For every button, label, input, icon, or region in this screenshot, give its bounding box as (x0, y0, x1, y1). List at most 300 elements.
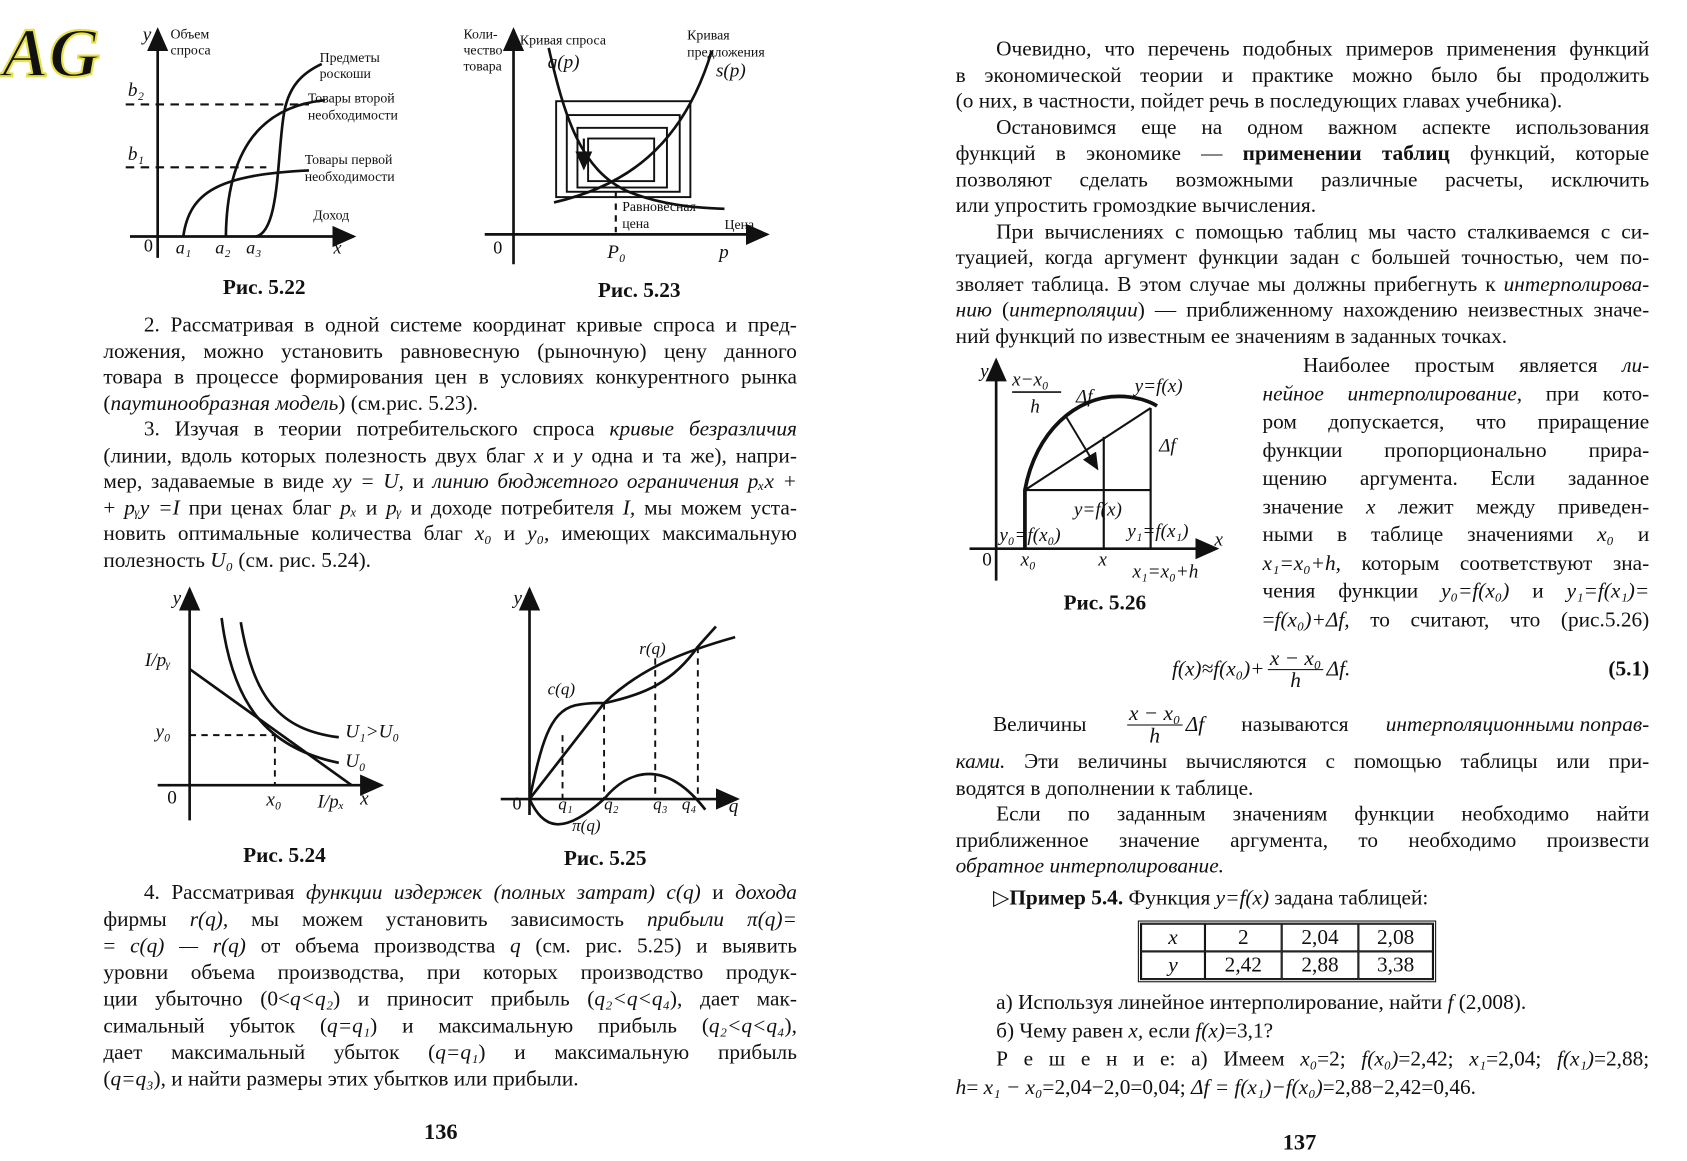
y1-label: y₁=f(x₁) (1127, 520, 1189, 542)
italic-text: x, (1128, 1019, 1144, 1043)
text-line (956, 775, 1650, 801)
table-row (1141, 924, 1433, 952)
italic-text: pₓ (340, 495, 357, 520)
budget-line (190, 669, 352, 785)
text-line (956, 141, 1650, 167)
equation-number: (5.1) (1608, 656, 1650, 681)
y-axis-title-1: Коли- (463, 26, 498, 42)
text: чения функции (1262, 579, 1442, 604)
text: и (491, 522, 528, 546)
y-label: y (172, 588, 182, 610)
text: ), дает мак- (669, 987, 797, 1012)
text: = (103, 934, 131, 958)
text: или упростить громоздкие вычисления. (955, 193, 1317, 218)
text-line (956, 1045, 1650, 1073)
x1-label: x₁=x₀+h (1132, 561, 1199, 583)
text: от объема производства (245, 934, 511, 958)
text-line (1262, 606, 1649, 634)
text: ( (991, 298, 1010, 322)
chord-line (1025, 408, 1151, 490)
italic-text: паутинообразная модель (110, 391, 339, 415)
table-cell: 2,04 (1282, 924, 1359, 952)
text-line (956, 167, 1650, 193)
italic-text: y₀=f(x₀) (1441, 579, 1510, 604)
demand-fn-label: q(p) (547, 52, 580, 74)
i-over-py-label: I/pᵧ (144, 649, 171, 671)
text-line (956, 297, 1650, 323)
x0-label: x₀ (266, 789, 282, 811)
text: фирмы (103, 907, 190, 932)
text: функций, которые (1449, 141, 1650, 166)
figure-5-25 (501, 589, 738, 824)
text-line (956, 853, 1650, 879)
text: Р е ш е н и е: а) Имеем (996, 1047, 1301, 1071)
y-label: y (980, 361, 989, 383)
italic-text: ли- (1622, 353, 1650, 378)
a2-label: a₂ (215, 237, 231, 258)
text: ( (103, 391, 111, 415)
text-line (103, 1066, 797, 1093)
text-line (103, 907, 797, 934)
text: =2,04; (1486, 1047, 1557, 1071)
equilibrium-label-1: Равновесная (622, 198, 696, 214)
text-line (956, 193, 1650, 219)
italic-text: y (572, 443, 583, 468)
formula-lhs: f(x)≈f(x₀)+ (1171, 656, 1265, 681)
text: ) — приближенному нахождению неизвестных значе- (1137, 298, 1650, 322)
text-line (956, 62, 1650, 88)
italic-text: q₂<q<q₄ (594, 987, 670, 1012)
first-necessity-curve (183, 170, 309, 236)
text: (см. рис. 5.25) и выявить (520, 934, 797, 958)
text: и доходе потребителя (401, 495, 623, 520)
table-cell: 3,38 (1358, 951, 1433, 979)
text: ) и максимальную прибыль (478, 1040, 797, 1065)
y-axis-title-2: спроса (170, 42, 211, 58)
figure-5-24 (158, 589, 382, 820)
text-line (1262, 521, 1649, 549)
y0-label: y₀ (155, 721, 171, 743)
text-line (956, 271, 1650, 297)
italic-text: дохода (735, 881, 797, 905)
text-line (1262, 493, 1649, 521)
italic-text: f(x₁) (1556, 1047, 1594, 1071)
text: Очевидно, что перечень подобных примеров применения функций (996, 37, 1650, 61)
text: и (403, 469, 433, 494)
text-line (103, 390, 797, 416)
italic-text: U₀ (210, 548, 234, 572)
text: Эти величины вычисляются с помощью таблицы или при- (1005, 750, 1650, 774)
text: и (1613, 523, 1650, 547)
fraction-denominator: h (1030, 396, 1040, 418)
text-line (103, 987, 797, 1014)
text: (о них, в частности, пойдет речь в последующих главах учебника). (955, 89, 1563, 113)
italic-text: линию бюджетного ограничения pₓx + (432, 469, 797, 494)
p-label: p (719, 241, 729, 263)
text-line (103, 521, 797, 547)
inverse-interpolation-paragraph (956, 749, 1650, 880)
first-necessity-label-1: Товары первой (304, 152, 393, 168)
text-line (1262, 436, 1649, 464)
text: =2; (1317, 1047, 1362, 1071)
figure-caption: Рис. 5.24 (243, 842, 326, 867)
text: (линии, вдоль которых полезность двух благ (103, 443, 535, 468)
second-necessity-label-1: Товары второй (307, 90, 395, 106)
text-line (103, 417, 797, 443)
text: одна и та же), напри- (582, 443, 797, 468)
example-title: Пример 5.4. (1009, 886, 1124, 910)
italic-text: x (534, 443, 544, 468)
text: ными в таблице значениями (1262, 523, 1598, 547)
corrections-term: интерполяционными поправ- (1385, 712, 1650, 736)
text-line (956, 36, 1650, 62)
paragraphs-2-3 (103, 312, 797, 573)
y-axis-title-2: чество (463, 42, 503, 58)
text: (2,008). (1453, 990, 1527, 1015)
table-cell: 2,08 (1358, 924, 1433, 952)
italic-text: нию (955, 298, 992, 322)
text: а) Используя линейное интерполирование, найти (996, 990, 1448, 1015)
u0-label: U₀ (345, 751, 366, 773)
text-line (956, 1017, 1650, 1045)
text: =2,88−2,42=0,46. (1322, 1075, 1476, 1099)
q-label: q (728, 795, 739, 817)
first-necessity-label-2: необходимости (304, 169, 395, 185)
table-row (1141, 951, 1433, 979)
origin-label: 0 (982, 549, 992, 571)
paragraph-4 (103, 880, 797, 1093)
x-label: x (1098, 549, 1107, 571)
italic-text: h (955, 1075, 967, 1099)
q2-label: q₂ (604, 794, 619, 814)
b2-label: b₂ (127, 79, 145, 101)
figure-5-25-labels (512, 588, 739, 870)
p0-label: P₀ (607, 241, 626, 263)
figure-caption: Рис. 5.26 (1063, 590, 1147, 615)
text: 3. Изучая в теории потребительского спроса (143, 417, 610, 442)
text-line (1262, 380, 1649, 408)
text-line (1262, 577, 1649, 605)
text-line (956, 88, 1650, 114)
italic-text: функции издержек (полных затрат) c(q) (305, 881, 701, 905)
text-line (103, 960, 797, 987)
italic-text: r(q), (189, 907, 229, 932)
curve-label: y=f(x) (1134, 376, 1183, 398)
formula-fraction (1268, 647, 1324, 691)
text-line (103, 469, 797, 495)
text: мы можем установить зависимость (228, 907, 647, 932)
italic-text: Δf = f(x₁)−f(x₀) (1190, 1075, 1323, 1099)
italic-text: f (1447, 990, 1454, 1015)
italic-text: q₂<q<q₄ (708, 1014, 785, 1038)
text: Если по заданным значениям функции необходимо найти (996, 802, 1650, 826)
text: 4. Рассматривая (143, 881, 306, 905)
text: При вычислениях с помощью таблиц мы часто сталкиваемся с си- (996, 220, 1650, 244)
page-number: 136 (424, 1118, 458, 1145)
text-line (1262, 352, 1649, 380)
origin-label: 0 (143, 235, 153, 256)
text-line (103, 547, 797, 573)
text: если (1143, 1019, 1196, 1043)
equilibrium-label-2: цена (622, 215, 650, 231)
formula-5-1 (1172, 639, 1649, 699)
supply-fn-label: s(p) (715, 60, 746, 82)
text: водятся в дополнении к таблице. (955, 776, 1254, 800)
italic-text: q=q₁ (435, 1040, 479, 1065)
text: туацией, когда аргумент функции задан с большей точностью, чем по- (955, 246, 1650, 270)
italic-text: интерполяции (1009, 298, 1138, 322)
q4-label: q₄ (681, 794, 697, 814)
italic-text: кривые безразличия (609, 417, 797, 442)
italic-text: y₀, (527, 522, 550, 546)
delta-f-right: Δf (1159, 435, 1176, 457)
y-label: y (142, 24, 152, 46)
italic-text: f(x₀)+Δf, (1274, 607, 1350, 632)
text: ) и максимальную прибыль ( (370, 1014, 709, 1038)
cobweb (556, 101, 690, 197)
example-function: y=f(x) (1215, 886, 1270, 910)
b1-label: b₁ (127, 143, 145, 165)
text-line (956, 801, 1650, 827)
cost-label: c(q) (547, 679, 576, 699)
italic-text: q=q₁ (327, 1014, 371, 1038)
text-line (956, 323, 1650, 349)
text: симальный убыток ( (103, 1014, 328, 1038)
text: ложения, можно установить равновесную (рыночную) цену данного (103, 339, 797, 363)
text: мы можем уста- (635, 495, 797, 520)
a1-label: a₁ (175, 237, 192, 258)
text-line (103, 338, 797, 364)
bold-text: применении таблиц (1242, 141, 1450, 166)
logo-text: AG (2, 14, 100, 93)
italic-text: xy = U, (332, 469, 404, 494)
function-table (1138, 921, 1436, 983)
fraction-numerator: x − x₀ (1127, 703, 1183, 725)
table-cell: 2,88 (1282, 951, 1359, 979)
text-line (103, 312, 797, 338)
text-line (956, 245, 1650, 271)
u1-label: U₁>U₀ (345, 721, 400, 743)
fraction-numerator: x−x₀ (1012, 369, 1049, 391)
second-necessity-label-2: необходимости (307, 107, 398, 123)
example-heading (956, 885, 1687, 911)
text: зволяет таблица. В этом случае мы должны прибегнуть к (955, 272, 1504, 296)
example-text: задана таблицей: (1269, 886, 1429, 910)
y0-label: y₀=f(x₀) (999, 525, 1061, 547)
text: = (966, 1075, 984, 1099)
text: =3,1? (1224, 1019, 1274, 1043)
supply-label-1: Кривая (687, 27, 730, 43)
intro-paragraphs (956, 36, 1650, 349)
italic-text: ками. (955, 750, 1006, 774)
italic-text: y₁=f(x₁)= (1566, 579, 1650, 604)
text: лежит между приведен- (1375, 494, 1650, 519)
text: ), и найти размеры этих убытков или прибыли. (153, 1067, 579, 1091)
text: (см. рис. 5.24). (233, 548, 372, 572)
text: ), (784, 1014, 797, 1038)
text: и (1509, 579, 1567, 604)
italic-text: x₁=x₀+h, (1262, 551, 1341, 575)
text-line (956, 749, 1650, 775)
text: позволяют сделать возможными различные расчеты, исключить (955, 167, 1650, 192)
delta-f-top: Δf (1076, 386, 1093, 408)
text: ции убыточно (0< (103, 987, 291, 1012)
text: при ценах благ (179, 495, 341, 520)
italic-text: x (1365, 494, 1376, 519)
q3-label: q₃ (653, 794, 668, 814)
text: Наиболее простым является (1302, 353, 1623, 378)
triangle-marker-icon: ▷ (992, 886, 1010, 910)
text: ний функций по известным ее значениям в заданных точках. (955, 324, 1508, 348)
formula-rhs: Δf. (1326, 656, 1351, 681)
text: новить оптимальные количества благ (103, 522, 475, 546)
italic-text: нейное интерполирование (1262, 381, 1517, 406)
text: то считают, что (рис.5.26) (1349, 607, 1650, 632)
italic-text: q=q₃ (110, 1067, 154, 1091)
text-line (956, 219, 1650, 245)
text: щению аргумента. Если заданное (1262, 466, 1650, 491)
origin-label: 0 (493, 237, 503, 258)
revenue-curve (530, 637, 736, 799)
italic-text: c(q) — r(q) (130, 934, 246, 958)
italic-text: f(x₀) (1361, 1047, 1399, 1071)
corrections-line (956, 699, 1650, 750)
y-axis-title-1: Объем (170, 26, 210, 42)
text-line (1262, 549, 1649, 577)
text: Остановимся еще на одном важном аспекте использования (996, 115, 1650, 140)
italic-text: x₀ (1300, 1047, 1318, 1071)
text: ) (см.рис. 5.23). (338, 391, 478, 415)
figure-caption: Рис. 5.22 (222, 275, 306, 300)
text: и (356, 495, 387, 520)
text: и (543, 443, 573, 468)
fraction-numerator: x − x₀ (1268, 647, 1324, 669)
text: дает максимальный убыток ( (103, 1040, 436, 1065)
figure-5-22-labels (128, 24, 399, 299)
y-label: y (513, 588, 523, 610)
corrections-word: Величины (992, 712, 1087, 736)
italic-text: f(x) (1195, 1019, 1225, 1043)
text: уровни объема производства, при которых производство продук- (103, 960, 797, 985)
text: мер, задаваемые в виде (103, 469, 333, 494)
text: ром допускается, что приращение (1262, 410, 1650, 434)
text: значение (1262, 494, 1366, 519)
x-label: x (333, 237, 342, 258)
text-line (956, 1073, 1650, 1101)
italic-text: x₀ (1597, 523, 1614, 547)
italic-text: q<q₂ (290, 987, 334, 1012)
luxury-label-2: роскоши (319, 65, 371, 81)
text-line (103, 364, 797, 390)
example-text: Функция (1123, 886, 1216, 910)
table-cell: x (1141, 924, 1205, 952)
text-line (103, 1040, 797, 1067)
table-cell: 2,42 (1205, 951, 1282, 979)
income-label: Доход (313, 207, 350, 223)
text: которым соответствуют зна- (1340, 551, 1650, 575)
origin-label: 0 (512, 793, 522, 814)
italic-text: pᵧ (386, 495, 402, 520)
text-line (103, 443, 797, 469)
italic-text: x₁ − x₀ (983, 1075, 1043, 1099)
text-line (103, 1013, 797, 1040)
text: =2,04−2,0=0,04; (1042, 1075, 1191, 1099)
corrections-fraction (1127, 703, 1183, 747)
origin-label: 0 (167, 787, 177, 809)
text-line (103, 495, 797, 521)
u1-curve (241, 622, 339, 737)
text: в экономической теории и практике можно было бы продолжить (955, 63, 1650, 87)
linear-interpolation-paragraph (1262, 352, 1649, 634)
i-over-px-label: I/pₓ (317, 791, 345, 813)
text: товара в процессе формирования цен в условиях конкурентного рынка (103, 365, 797, 389)
table-cell: 2 (1205, 924, 1282, 952)
text-line (1262, 408, 1649, 436)
demand-label: Кривая спроса (519, 32, 607, 48)
italic-text: интерполирова- (1503, 272, 1650, 296)
italic-text: прибыли π(q)= (646, 907, 797, 932)
text: функции пропорционально прира- (1262, 438, 1650, 462)
page-number: 137 (1282, 1129, 1317, 1155)
text: имеющих максимальную (549, 522, 797, 546)
price-label: Цена (724, 217, 755, 233)
example-questions-solution (956, 989, 1650, 1102)
text: функций в экономике — (955, 141, 1243, 166)
figure-caption: Рис. 5.25 (563, 846, 647, 871)
text-line (956, 989, 1650, 1017)
text-line (103, 933, 797, 960)
fraction-denominator: h (1149, 723, 1161, 748)
profit-label: π(q) (572, 816, 601, 836)
italic-text: q (510, 934, 521, 958)
italic-text: x₁ (1469, 1047, 1487, 1071)
text-line (956, 827, 1650, 853)
figure-caption: Рис. 5.23 (597, 278, 681, 303)
revenue-label: r(q) (639, 639, 666, 659)
text: 2. Рассматривая в одной системе координат кривые спроса и пред- (143, 313, 797, 337)
text: =2,88; (1593, 1047, 1650, 1071)
text-line (1262, 465, 1649, 493)
text: ( (103, 1067, 111, 1091)
x0-label: x₀ (1020, 549, 1036, 571)
text: б) Чему равен (996, 1019, 1129, 1043)
luxury-label-1: Предметы (319, 49, 380, 65)
corrections-formula (1124, 703, 1204, 747)
text: приближенное значение аргумента, то необходимо произвести (955, 828, 1650, 852)
fraction-denominator: h (1290, 668, 1301, 692)
q1-label: q₁ (558, 794, 573, 814)
text: + (103, 495, 125, 520)
text: полезность (103, 548, 211, 572)
italic-text: I, (622, 495, 636, 520)
text-line (103, 880, 797, 907)
text: ) и приносит прибыль ( (333, 987, 595, 1012)
text: и (700, 881, 736, 905)
text: =2,42; (1398, 1047, 1470, 1071)
x-axis-label: x (1214, 529, 1224, 551)
italic-text: обратное интерполирование. (955, 854, 1224, 878)
supply-label-2: предложения (687, 44, 765, 60)
italic-text: x₀ (474, 522, 492, 546)
italic-text: pᵧy =I (124, 495, 180, 520)
corrections-verb: называются (1241, 712, 1349, 736)
a3-label: a₃ (246, 237, 262, 258)
delta-f: Δf (1185, 712, 1205, 736)
u0-curve (222, 618, 339, 763)
x-label: x (360, 788, 369, 810)
text-line (956, 115, 1650, 141)
mid-label: y=f(x) (1073, 499, 1122, 521)
